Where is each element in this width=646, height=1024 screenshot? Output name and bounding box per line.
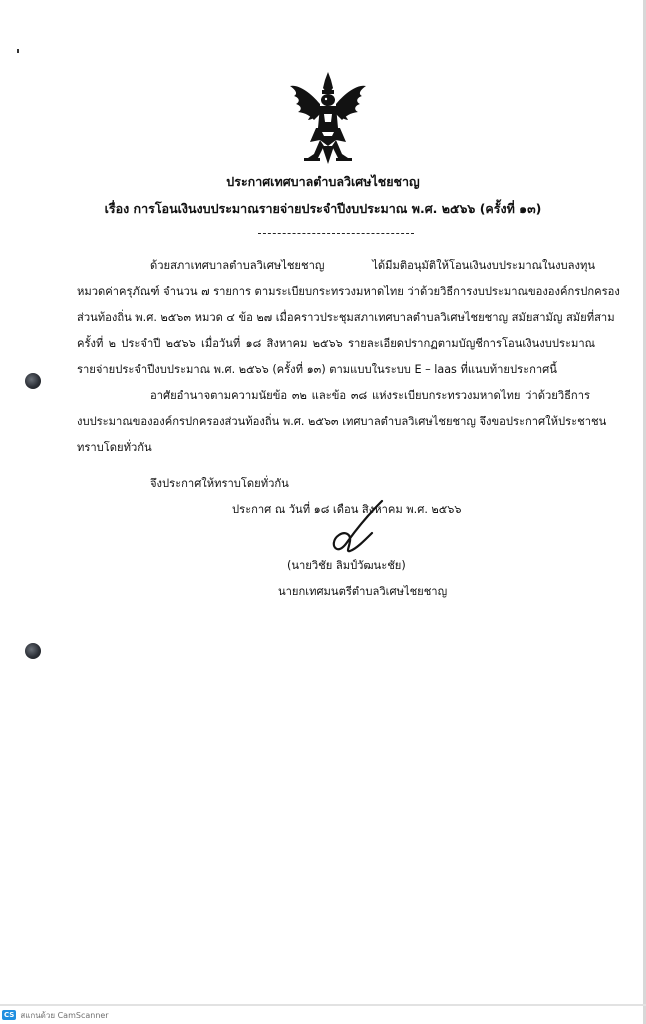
signer-name: (นายวิชัย ลิมป์วัฒนะชัย) [287, 559, 406, 572]
scan-edge-bottom [0, 1004, 646, 1006]
punch-hole [25, 643, 41, 659]
paragraph1-line: ครั้งที่ ๒ ประจำปี ๒๕๖๖ เมื่อวันที่ ๑๘ สิงหาคม ๒๕๖๖ รายละเอียดปรากฏตามบัญชีการโอนเงินงบประมาณ [77, 337, 595, 350]
scan-speck [17, 49, 19, 53]
garuda-emblem-icon [286, 70, 370, 166]
paragraph2-line: ทราบโดยทั่วกัน [77, 441, 152, 454]
camscanner-logo-icon: CS [4, 1011, 15, 1019]
paragraph1-line: รายจ่ายประจำปีงบประมาณ พ.ศ. ๒๕๖๖ (ครั้งที่ ๑๓) ตามแบบในระบบ E – laas ที่แนบท้ายประกาศนี้ [77, 363, 557, 376]
announce-date: ประกาศ ณ วันที่ ๑๘ เดือน สิงหาคม พ.ศ. ๒๕๖๖ [232, 503, 462, 516]
paragraph2-line: งบประมาณขององค์กรปกครองส่วนท้องถิ่น พ.ศ. ๒๕๖๓ เทศบาลตำบลวิเศษไชยชาญ จึงขอประกาศให้ประชาชน [77, 415, 607, 428]
heading-separator [258, 233, 414, 234]
paragraph2-line: อาศัยอำนาจตามความนัยข้อ ๓๒ และข้อ ๓๘ แห่งระเบียบกระทรวงมหาดไทย ว่าด้วยวิธีการ [150, 389, 590, 402]
closing-line: จึงประกาศให้ทราบโดยทั่วกัน [150, 477, 289, 490]
document-heading: ประกาศเทศบาลตำบลวิเศษไชยชาญ [226, 174, 420, 189]
watermark-text: สแกนด้วย CamScanner [20, 1010, 109, 1020]
scanner-watermark [2, 1009, 109, 1021]
punch-hole [25, 373, 41, 389]
signature-image [320, 497, 394, 555]
signer-title: นายกเทศมนตรีตำบลวิเศษไชยชาญ [278, 585, 448, 598]
paragraph1-line: หมวดค่าครุภัณฑ์ จำนวน ๗ รายการ ตามระเบียบกระทรวงมหาดไทย ว่าด้วยวิธีการงบประมาณขององค์กรปกครอง [77, 285, 620, 298]
document-subject: เรื่อง การโอนเงินงบประมาณรายจ่ายประจำปีงบประมาณ พ.ศ. ๒๕๖๖ (ครั้งที่ ๑๓) [104, 201, 542, 216]
paragraph1-line: ส่วนท้องถิ่น พ.ศ. ๒๕๖๓ หมวด ๔ ข้อ ๒๗ เมื่อคราวประชุมสภาเทศบาลตำบลวิเศษไชยชาญ สมัยสามัญ สมัยที่สาม [77, 311, 615, 324]
paragraph1-line: ด้วยสภาเทศบาลตำบลวิเศษไชยชาญ ได้มีมติอนุมัติให้โอนเงินงบประมาณในงบลงทุน [150, 259, 595, 272]
